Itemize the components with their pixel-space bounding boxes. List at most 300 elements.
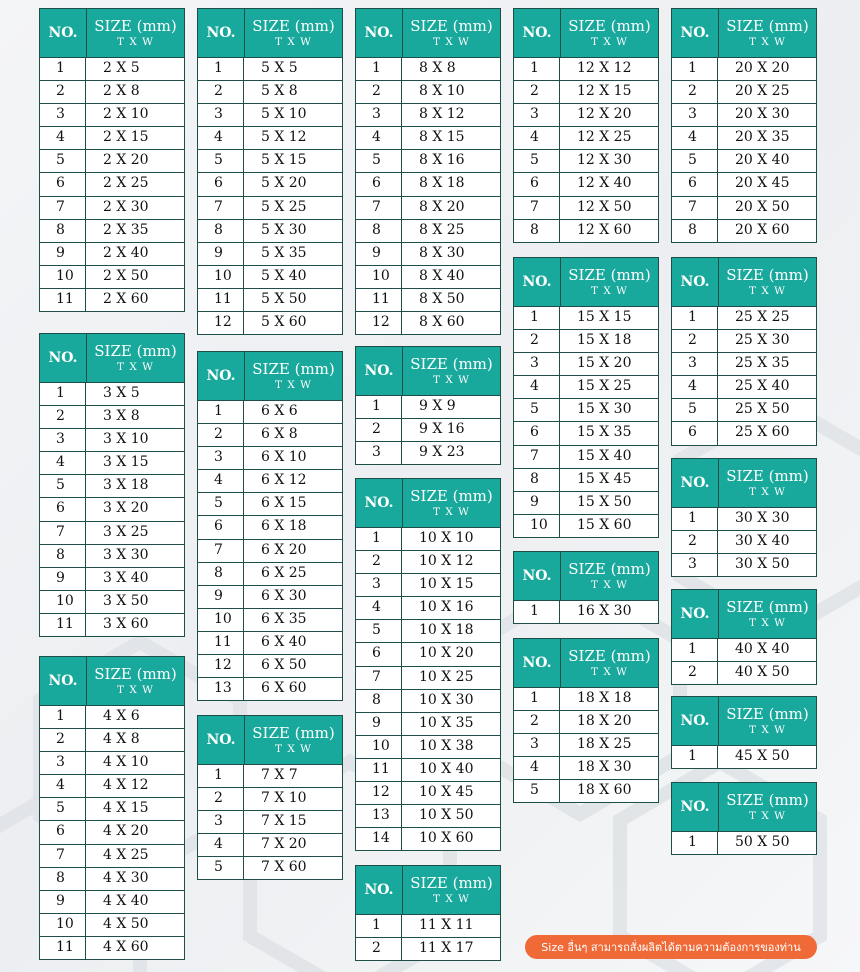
row-number: 8 (198, 563, 244, 585)
row-size: 10 X 20 (419, 645, 474, 662)
row-number: 7 (356, 197, 402, 219)
row-size: 3 X 5 (103, 385, 140, 401)
header-no: NO. (198, 716, 245, 764)
table-row (356, 149, 500, 172)
row-number: 1 (198, 401, 244, 423)
row-size: 20 X 20 (735, 60, 790, 76)
row-number: 2 (40, 729, 86, 751)
header-dims-label: T X W (117, 35, 154, 48)
table-row (198, 469, 342, 492)
row-size: 25 X 60 (735, 424, 790, 441)
row-number: 2 (672, 81, 718, 103)
row-size: 18 X 60 (577, 782, 632, 799)
row-size: 5 X 20 (261, 175, 307, 192)
row-size: 2 X 20 (103, 152, 149, 169)
row-size: 20 X 60 (735, 221, 790, 238)
row-number: 6 (356, 643, 402, 665)
header-no: NO. (198, 352, 245, 400)
table-row (40, 497, 184, 520)
table-row (514, 600, 658, 623)
header-no: NO. (672, 258, 719, 306)
row-size: 6 X 20 (261, 541, 307, 558)
row-size: 8 X 15 (419, 129, 465, 146)
header-size-label: SIZE (mm) (252, 724, 335, 743)
row-size: 5 X 8 (261, 83, 298, 100)
row-size: 9 X 23 (419, 444, 465, 461)
row-number: 6 (356, 173, 402, 195)
row-size: 25 X 25 (735, 309, 790, 325)
row-number: 5 (198, 857, 244, 879)
size-table (671, 696, 817, 769)
row-number: 7 (198, 540, 244, 562)
row-size: 5 X 30 (261, 221, 307, 238)
row-number: 1 (672, 832, 718, 854)
row-size: 5 X 15 (261, 152, 307, 169)
size-table (671, 8, 817, 243)
table-row (198, 288, 342, 311)
row-size: 5 X 25 (261, 198, 307, 215)
row-size: 2 X 50 (103, 267, 149, 284)
table-row (356, 758, 500, 781)
row-size: 50 X 50 (735, 834, 790, 850)
row-number: 4 (198, 127, 244, 149)
row-size: 8 X 30 (419, 244, 465, 261)
table-header (672, 9, 816, 57)
header-size-label: SIZE (mm) (568, 647, 651, 666)
table-row (514, 514, 658, 537)
row-number: 2 (356, 551, 402, 573)
row-size: 30 X 30 (735, 510, 790, 526)
row-number: 5 (198, 493, 244, 515)
header-no: NO. (514, 639, 561, 687)
row-number: 5 (40, 798, 86, 820)
row-size: 25 X 40 (735, 378, 790, 395)
row-number: 2 (356, 81, 402, 103)
row-size: 6 X 6 (261, 403, 298, 419)
table-row (672, 329, 816, 352)
row-size: 20 X 35 (735, 129, 790, 146)
table-row (198, 608, 342, 631)
table-row (198, 126, 342, 149)
header-dims-label: T X W (591, 665, 628, 678)
row-number: 5 (40, 150, 86, 172)
header-size-label: SIZE (mm) (252, 360, 335, 379)
row-size: 7 X 7 (261, 767, 298, 783)
row-number: 7 (40, 197, 86, 219)
table-row (672, 149, 816, 172)
row-number: 2 (356, 938, 402, 960)
row-size: 45 X 50 (735, 748, 790, 764)
table-row (40, 196, 184, 219)
table-row (198, 562, 342, 585)
row-size: 6 X 10 (261, 449, 307, 466)
table-row (356, 619, 500, 642)
table-row (40, 126, 184, 149)
table-row (198, 149, 342, 172)
row-number: 5 (514, 780, 560, 802)
table-row (514, 352, 658, 375)
row-size: 11 X 17 (419, 940, 474, 957)
table-row (356, 103, 500, 126)
row-number: 10 (40, 266, 86, 288)
row-number: 11 (40, 937, 86, 959)
header-size-label: SIZE (mm) (410, 355, 493, 374)
row-size: 18 X 30 (577, 759, 632, 776)
table-row (198, 539, 342, 562)
row-size: 9 X 16 (419, 421, 465, 438)
row-number: 4 (672, 376, 718, 398)
table-row (356, 57, 500, 80)
table-row (198, 446, 342, 469)
header-size-label: SIZE (mm) (726, 705, 809, 724)
table-row (356, 172, 500, 195)
table-row (672, 103, 816, 126)
row-size: 8 X 16 (419, 152, 465, 169)
row-number: 2 (672, 330, 718, 352)
row-size: 6 X 35 (261, 610, 307, 627)
size-table (513, 8, 659, 243)
size-table (513, 257, 659, 538)
row-number: 3 (198, 104, 244, 126)
table-row (356, 689, 500, 712)
header-dims-label: T X W (591, 284, 628, 297)
table-header (672, 590, 816, 638)
row-number: 1 (40, 383, 86, 405)
table-row (356, 937, 500, 960)
table-row (40, 890, 184, 913)
header-size-label: SIZE (mm) (410, 17, 493, 36)
table-row (198, 631, 342, 654)
table-row (40, 797, 184, 820)
header-size (245, 716, 342, 764)
row-number: 11 (40, 614, 86, 636)
table-row (672, 553, 816, 576)
header-no: NO. (40, 334, 87, 382)
row-size: 4 X 30 (103, 869, 149, 886)
row-size: 12 X 50 (577, 198, 632, 215)
table-row (198, 585, 342, 608)
table-header (40, 334, 184, 382)
row-size: 15 X 50 (577, 493, 632, 510)
row-size: 15 X 20 (577, 355, 632, 372)
row-number: 6 (40, 821, 86, 843)
table-row (356, 827, 500, 850)
row-size: 20 X 40 (735, 152, 790, 169)
custom-size-note: Size อื่นๆ สามารถสั่งผลิตได้ตามความต้องการของท่าน (525, 935, 817, 959)
table-row (514, 756, 658, 779)
header-size-label: SIZE (mm) (726, 598, 809, 617)
header-no: NO. (356, 479, 403, 527)
row-size: 15 X 25 (577, 378, 632, 395)
row-number: 13 (356, 805, 402, 827)
row-size: 3 X 25 (103, 523, 149, 540)
header-size (719, 9, 816, 57)
table-row (672, 661, 816, 684)
table-row (40, 149, 184, 172)
header-size-label: SIZE (mm) (410, 487, 493, 506)
row-number: 1 (198, 765, 244, 787)
table-header (356, 479, 500, 527)
row-size: 7 X 60 (261, 859, 307, 876)
size-table (355, 478, 501, 851)
table-row (672, 530, 816, 553)
row-size: 12 X 25 (577, 129, 632, 146)
row-number: 8 (40, 868, 86, 890)
row-number: 3 (514, 353, 560, 375)
row-size: 10 X 30 (419, 691, 474, 708)
row-size: 3 X 15 (103, 454, 149, 471)
table-row (356, 596, 500, 619)
row-size: 3 X 18 (103, 477, 149, 494)
header-size-label: SIZE (mm) (94, 665, 177, 684)
row-number: 1 (514, 307, 560, 329)
table-row (198, 810, 342, 833)
header-no: NO. (514, 258, 561, 306)
row-number: 2 (514, 330, 560, 352)
row-number: 6 (198, 173, 244, 195)
size-table (671, 257, 817, 446)
table-row (356, 642, 500, 665)
row-size: 5 X 5 (261, 60, 298, 76)
table-row (40, 844, 184, 867)
row-number: 5 (198, 150, 244, 172)
header-size (87, 657, 184, 705)
header-no: NO. (514, 552, 561, 600)
table-header (514, 258, 658, 306)
table-row (514, 103, 658, 126)
row-number: 4 (672, 127, 718, 149)
row-number: 1 (198, 58, 244, 80)
table-row (198, 492, 342, 515)
table-header (672, 258, 816, 306)
row-size: 10 X 12 (419, 553, 474, 570)
table-row (356, 418, 500, 441)
header-no: NO. (672, 9, 719, 57)
table-row (356, 527, 500, 550)
table-row (672, 745, 816, 768)
row-size: 2 X 40 (103, 244, 149, 261)
row-number: 11 (198, 632, 244, 654)
row-size: 15 X 60 (577, 516, 632, 533)
row-number: 9 (40, 568, 86, 590)
row-size: 4 X 12 (103, 777, 149, 794)
table-header (356, 347, 500, 395)
row-size: 10 X 18 (419, 622, 474, 639)
table-row (356, 242, 500, 265)
table-row (40, 521, 184, 544)
row-size: 12 X 40 (577, 175, 632, 192)
table-row (672, 306, 816, 329)
row-number: 1 (514, 601, 560, 623)
row-number: 12 (356, 312, 402, 334)
row-number: 8 (40, 220, 86, 242)
row-size: 10 X 10 (419, 530, 474, 546)
row-size: 3 X 40 (103, 569, 149, 586)
header-size-label: SIZE (mm) (726, 467, 809, 486)
header-size-label: SIZE (mm) (252, 17, 335, 36)
table-row (40, 172, 184, 195)
table-row (356, 196, 500, 219)
row-size: 4 X 8 (103, 731, 140, 748)
row-size: 4 X 40 (103, 892, 149, 909)
row-number: 1 (356, 396, 402, 418)
row-number: 7 (514, 446, 560, 468)
table-row (356, 735, 500, 758)
table-row (198, 833, 342, 856)
row-size: 5 X 40 (261, 267, 307, 284)
row-size: 8 X 8 (419, 60, 456, 76)
size-table (197, 351, 343, 701)
header-dims-label: T X W (433, 35, 470, 48)
row-size: 10 X 60 (419, 830, 474, 847)
row-number: 3 (672, 104, 718, 126)
table-row (40, 590, 184, 613)
row-number: 12 (356, 782, 402, 804)
row-number: 4 (356, 127, 402, 149)
header-dims-label: T X W (749, 35, 786, 48)
table-row (514, 375, 658, 398)
row-size: 4 X 10 (103, 754, 149, 771)
row-number: 10 (356, 266, 402, 288)
row-size: 10 X 15 (419, 576, 474, 593)
row-number: 1 (514, 58, 560, 80)
table-row (40, 936, 184, 959)
table-header (198, 716, 342, 764)
table-header (514, 9, 658, 57)
row-size: 5 X 60 (261, 314, 307, 331)
row-size: 12 X 12 (577, 60, 632, 76)
table-row (40, 288, 184, 311)
table-row (356, 666, 500, 689)
table-row (672, 507, 816, 530)
row-number: 3 (672, 554, 718, 576)
row-number: 6 (40, 498, 86, 520)
table-row (40, 474, 184, 497)
size-table (671, 782, 817, 855)
row-size: 10 X 40 (419, 760, 474, 777)
row-number: 3 (198, 811, 244, 833)
table-row (198, 196, 342, 219)
row-number: 9 (198, 243, 244, 265)
size-table (671, 589, 817, 685)
header-no: NO. (672, 697, 719, 745)
row-number: 11 (198, 289, 244, 311)
row-number: 6 (40, 173, 86, 195)
table-header (356, 9, 500, 57)
row-size: 3 X 50 (103, 592, 149, 609)
row-number: 3 (40, 752, 86, 774)
row-size: 10 X 38 (419, 737, 474, 754)
row-number: 10 (198, 609, 244, 631)
header-size-label: SIZE (mm) (410, 874, 493, 893)
row-size: 15 X 35 (577, 424, 632, 441)
row-number: 3 (356, 574, 402, 596)
row-number: 4 (40, 775, 86, 797)
size-table (355, 865, 501, 961)
row-number: 3 (356, 104, 402, 126)
row-size: 7 X 20 (261, 836, 307, 853)
table-row (356, 804, 500, 827)
row-number: 3 (40, 429, 86, 451)
row-size: 20 X 45 (735, 175, 790, 192)
row-number: 9 (356, 243, 402, 265)
row-number: 3 (40, 104, 86, 126)
row-size: 12 X 15 (577, 83, 632, 100)
header-size-label: SIZE (mm) (568, 17, 651, 36)
row-size: 5 X 10 (261, 106, 307, 123)
row-number: 1 (356, 58, 402, 80)
row-size: 20 X 50 (735, 198, 790, 215)
row-size: 6 X 50 (261, 657, 307, 674)
size-table (39, 8, 185, 312)
header-size (561, 639, 658, 687)
row-size: 25 X 50 (735, 401, 790, 418)
size-table (39, 333, 185, 637)
table-row (672, 172, 816, 195)
table-row (198, 654, 342, 677)
row-number: 7 (672, 197, 718, 219)
row-size: 8 X 50 (419, 290, 465, 307)
header-size (719, 783, 816, 831)
row-size: 8 X 10 (419, 83, 465, 100)
row-size: 5 X 35 (261, 244, 307, 261)
row-number: 5 (672, 399, 718, 421)
table-row (198, 311, 342, 334)
table-row (198, 764, 342, 787)
header-no: NO. (672, 783, 719, 831)
header-size (719, 590, 816, 638)
row-size: 10 X 35 (419, 714, 474, 731)
row-number: 7 (514, 197, 560, 219)
header-dims-label: T X W (749, 809, 786, 822)
table-row (672, 80, 816, 103)
table-row (198, 265, 342, 288)
table-row (198, 80, 342, 103)
size-table (513, 638, 659, 803)
size-table (671, 458, 817, 577)
row-number: 6 (672, 173, 718, 195)
row-number: 11 (356, 759, 402, 781)
row-size: 2 X 8 (103, 83, 140, 100)
row-size: 2 X 35 (103, 221, 149, 238)
table-row (40, 265, 184, 288)
table-row (672, 421, 816, 444)
row-number: 9 (356, 713, 402, 735)
row-size: 6 X 25 (261, 564, 307, 581)
header-size (403, 866, 500, 914)
row-size: 7 X 15 (261, 813, 307, 830)
row-number: 13 (198, 678, 244, 700)
table-row (356, 126, 500, 149)
row-size: 4 X 20 (103, 823, 149, 840)
header-size (719, 697, 816, 745)
row-number: 1 (672, 307, 718, 329)
table-header (514, 639, 658, 687)
row-size: 6 X 60 (261, 680, 307, 697)
row-size: 10 X 16 (419, 599, 474, 616)
table-row (198, 57, 342, 80)
header-dims-label: T X W (591, 35, 628, 48)
table-row (672, 638, 816, 661)
row-number: 8 (356, 220, 402, 242)
row-size: 8 X 18 (419, 175, 465, 192)
row-size: 8 X 60 (419, 314, 465, 331)
table-row (40, 613, 184, 636)
row-number: 9 (40, 891, 86, 913)
row-number: 9 (514, 492, 560, 514)
header-size (245, 9, 342, 57)
table-row (40, 219, 184, 242)
